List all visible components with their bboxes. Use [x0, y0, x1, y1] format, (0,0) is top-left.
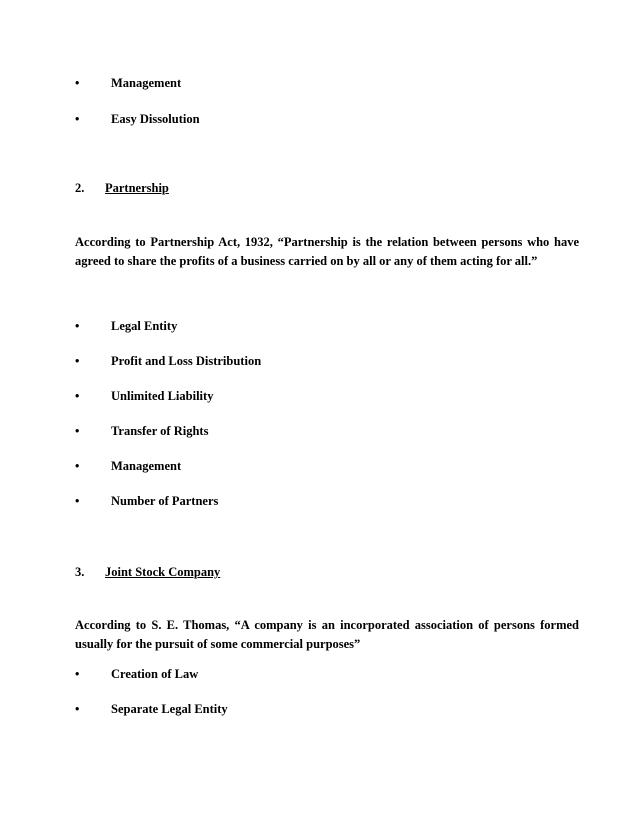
bullet-icon: • — [75, 459, 80, 473]
section-number: 3. — [75, 565, 85, 579]
bullet-icon: • — [75, 354, 80, 368]
bullet-icon: • — [75, 319, 80, 333]
bullet-icon: • — [75, 389, 80, 403]
bullet-icon: • — [75, 112, 80, 126]
section-title: Joint Stock Company — [105, 565, 221, 579]
list-item-text: Number of Partners — [111, 494, 219, 508]
definition-paragraph: According to S. E. Thomas, “A company is an incorporated association of persons formed usually for the pursuit of some commercial purposes” — [75, 618, 579, 651]
bullet-icon: • — [75, 702, 80, 716]
list-item-text: Easy Dissolution — [111, 112, 200, 126]
list-item-text: Profit and Loss Distribution — [111, 354, 262, 368]
definition-paragraph: According to Partnership Act, 1932, “Partnership is the relation between persons who have agreed to share the profits of a business carried on by all or any of them acting for all.” — [75, 235, 579, 268]
list-item-text: Management — [111, 76, 182, 90]
list-item-text: Management — [111, 459, 182, 473]
list-item-text: Creation of Law — [111, 667, 199, 681]
bullet-icon: • — [75, 76, 80, 90]
bullet-icon: • — [75, 494, 80, 508]
section-number: 2. — [75, 181, 85, 195]
list-item-text: Legal Entity — [111, 319, 178, 333]
list-item-text: Separate Legal Entity — [111, 702, 228, 716]
bullet-icon: • — [75, 424, 80, 438]
list-item-text: Unlimited Liability — [111, 389, 214, 403]
bullet-icon: • — [75, 667, 80, 681]
section-title: Partnership — [105, 181, 169, 195]
list-item-text: Transfer of Rights — [111, 424, 209, 438]
